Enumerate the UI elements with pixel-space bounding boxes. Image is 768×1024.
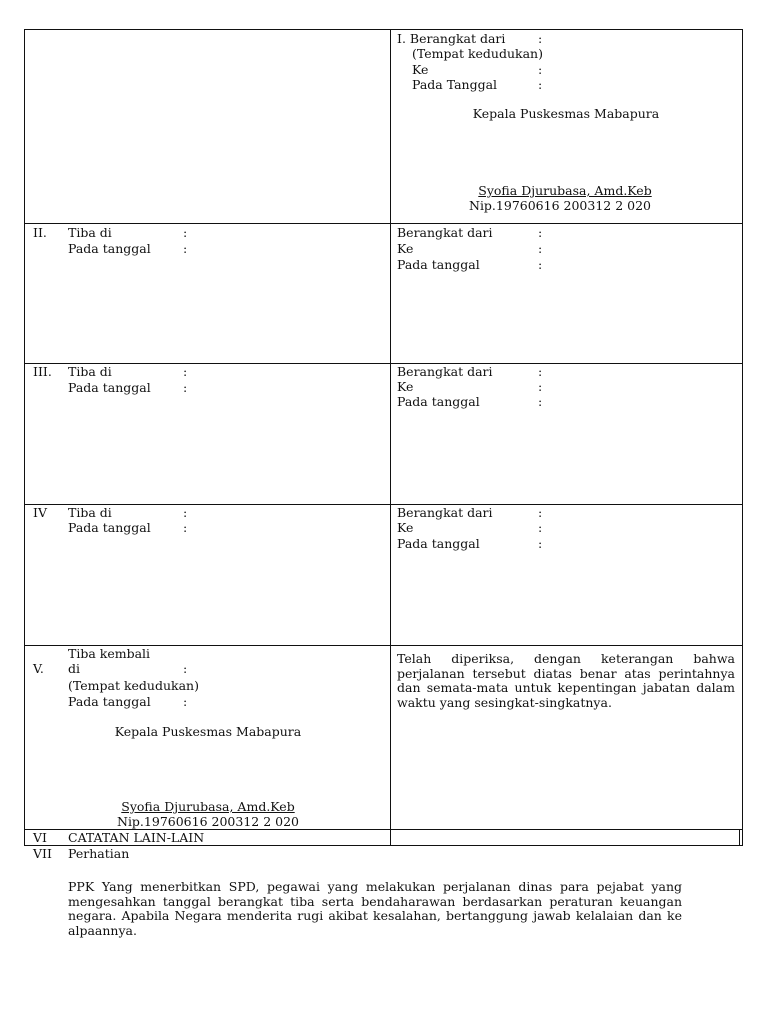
s1-signatory-name: Syofia Djurubasa, Amd.Keb (478, 183, 652, 198)
s1-colon-1: : (538, 31, 543, 46)
s5-verification-statement: Telah diperiksa, dengan keterangan bahwa perjalanan tersebut diatas benar atas perintahnya dan semata-mata untuk kepentingan jabatan dalam waktu yang sesingkat-singkatnya. (397, 651, 735, 710)
s3-colon-1: : (183, 364, 188, 379)
s3-number: III. (33, 364, 52, 379)
row-divider-3 (24, 504, 743, 505)
s5-colon-2: : (183, 694, 188, 709)
s1-colon-3: : (538, 77, 543, 92)
s4-ke: Ke (397, 520, 414, 535)
s1-signatory-nip: Nip.19760616 200312 2 020 (469, 198, 651, 213)
row-divider-2 (24, 363, 743, 364)
s3-colon-3: : (538, 364, 543, 379)
s1-pada-tanggal: Pada Tanggal (412, 77, 498, 92)
s6-number: VI (33, 830, 47, 845)
s2-number: II. (33, 225, 47, 240)
s2-colon-2: : (183, 241, 188, 256)
s1-tempat: (Tempat kedudukan) (412, 46, 543, 61)
s4-colon-4: : (538, 520, 543, 535)
table-middle-divider (390, 29, 391, 845)
s4-colon-5: : (538, 536, 543, 551)
s4-pada-tanggal-right: Pada tanggal (397, 536, 480, 551)
s3-tiba-di: Tiba di (68, 364, 112, 379)
s7-notice-paragraph: PPK Yang menerbitkan SPD, pegawai yang melakukan perjalanan dinas para pejabat yang mengesahkan tanggal berangkat tiba serta bendaharawan berdasarkan peraturan keuangan negara. Apabila Negara menderita rugi akibat kesalahan, bertanggung jawab kelalaian dan ke alpaannya. (68, 879, 682, 938)
s2-colon-5: : (538, 257, 543, 272)
s5-pada-tanggal: Pada tanggal (68, 694, 151, 709)
s2-pada-tanggal-right: Pada tanggal (397, 257, 480, 272)
s4-colon-1: : (183, 505, 188, 520)
table-left-border (24, 29, 25, 845)
s1-ke: Ke (412, 62, 429, 77)
s2-colon-4: : (538, 241, 543, 256)
s7-label: Perhatian (68, 846, 130, 861)
s2-tiba-di: Tiba di (68, 225, 112, 240)
s2-berangkat-dari: Berangkat dari (397, 225, 493, 240)
s3-pada-tanggal: Pada tanggal (68, 380, 151, 395)
s4-number: IV (33, 505, 47, 520)
s5-kepala-title: Kepala Puskesmas Mabapura (114, 724, 302, 739)
s2-pada-tanggal: Pada tanggal (68, 241, 151, 256)
s3-ke: Ke (397, 379, 414, 394)
s5-number: V. (33, 661, 44, 676)
table-right-border-inner (739, 829, 740, 845)
s4-berangkat-dari: Berangkat dari (397, 505, 493, 520)
s7-number: VII (33, 846, 52, 861)
s2-colon-3: : (538, 225, 543, 240)
s4-tiba-di: Tiba di (68, 505, 112, 520)
s5-colon-1: : (183, 661, 188, 676)
s4-pada-tanggal: Pada tanggal (68, 520, 151, 535)
table-right-border-outer (742, 29, 743, 845)
s5-tempat: (Tempat kedudukan) (68, 678, 199, 693)
row-divider-1 (24, 223, 743, 224)
s1-colon-2: : (538, 62, 543, 77)
row-divider-6 (24, 845, 743, 846)
s2-colon-1: : (183, 225, 188, 240)
s5-tiba-kembali: Tiba kembali (68, 646, 151, 661)
s3-colon-2: : (183, 380, 188, 395)
s5-di: di (68, 661, 80, 676)
s3-colon-4: : (538, 379, 543, 394)
s3-berangkat-dari: Berangkat dari (397, 364, 493, 379)
s2-ke: Ke (397, 241, 414, 256)
s5-signatory-name: Syofia Djurubasa, Amd.Keb (121, 799, 295, 814)
s3-colon-5: : (538, 394, 543, 409)
s4-colon-3: : (538, 505, 543, 520)
s5-signatory-nip: Nip.19760616 200312 2 020 (117, 814, 299, 829)
s1-kepala-title: Kepala Puskesmas Mabapura (472, 106, 660, 121)
s1-berangkat-dari: I. Berangkat dari (397, 31, 506, 46)
s6-label: CATATAN LAIN-LAIN (68, 830, 205, 845)
s3-pada-tanggal-right: Pada tanggal (397, 394, 480, 409)
table-top-border (24, 29, 743, 30)
s4-colon-2: : (183, 520, 188, 535)
